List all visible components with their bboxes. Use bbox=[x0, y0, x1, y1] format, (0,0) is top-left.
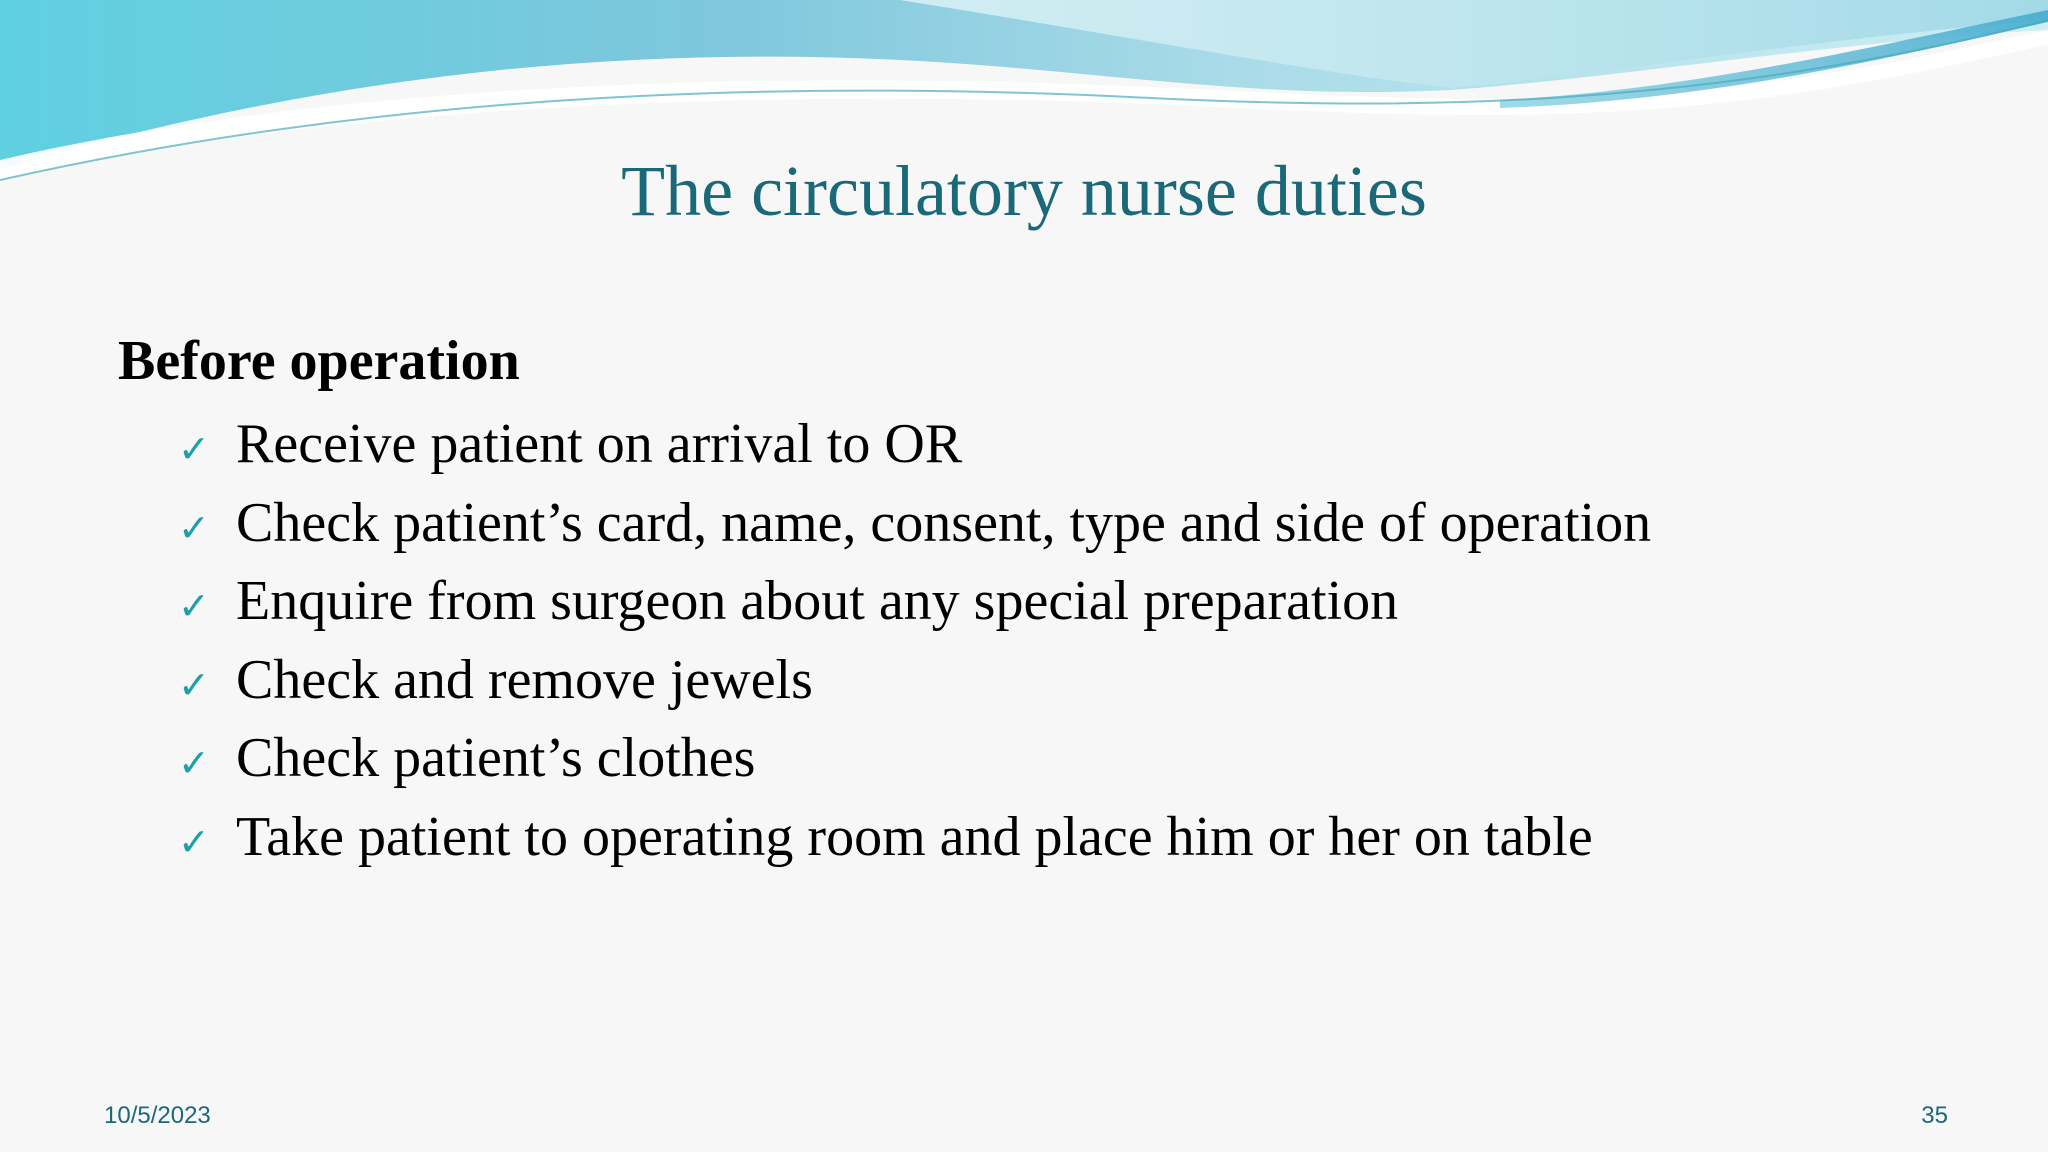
list-item bbox=[178, 491, 1651, 570]
list-item bbox=[178, 805, 1651, 884]
list-item bbox=[178, 569, 1651, 648]
bullet-list bbox=[178, 412, 1651, 884]
checkmark-icon: ✓ bbox=[178, 662, 210, 707]
checkmark-icon: ✓ bbox=[178, 505, 210, 550]
footer-date: 10/5/2023 bbox=[104, 1102, 211, 1129]
list-item-text: Receive patient on arrival to OR bbox=[236, 413, 963, 475]
slide-title: The circulatory nurse duties bbox=[621, 151, 1427, 231]
list-item bbox=[178, 412, 1651, 491]
list-item-text: Check and remove jewels bbox=[236, 648, 813, 711]
list-item bbox=[178, 648, 1651, 727]
list-item bbox=[178, 726, 1651, 805]
checkmark-icon: ✓ bbox=[178, 584, 210, 629]
section-heading: Before operation bbox=[118, 330, 520, 392]
list-item-text: Take patient to operating room and place him or her on table bbox=[236, 805, 1593, 868]
list-item-text: Check patient’s clothes bbox=[236, 727, 756, 790]
checkmark-icon: ✓ bbox=[178, 427, 210, 471]
checkmark-icon: ✓ bbox=[178, 819, 210, 864]
checkmark-icon: ✓ bbox=[178, 741, 210, 786]
slide-number: 35 bbox=[1921, 1102, 1948, 1129]
list-item-text: Enquire from surgeon about any special preparation bbox=[236, 570, 1399, 633]
list-item-text: Check patient’s card, name, consent, type and side of operation bbox=[236, 491, 1652, 554]
